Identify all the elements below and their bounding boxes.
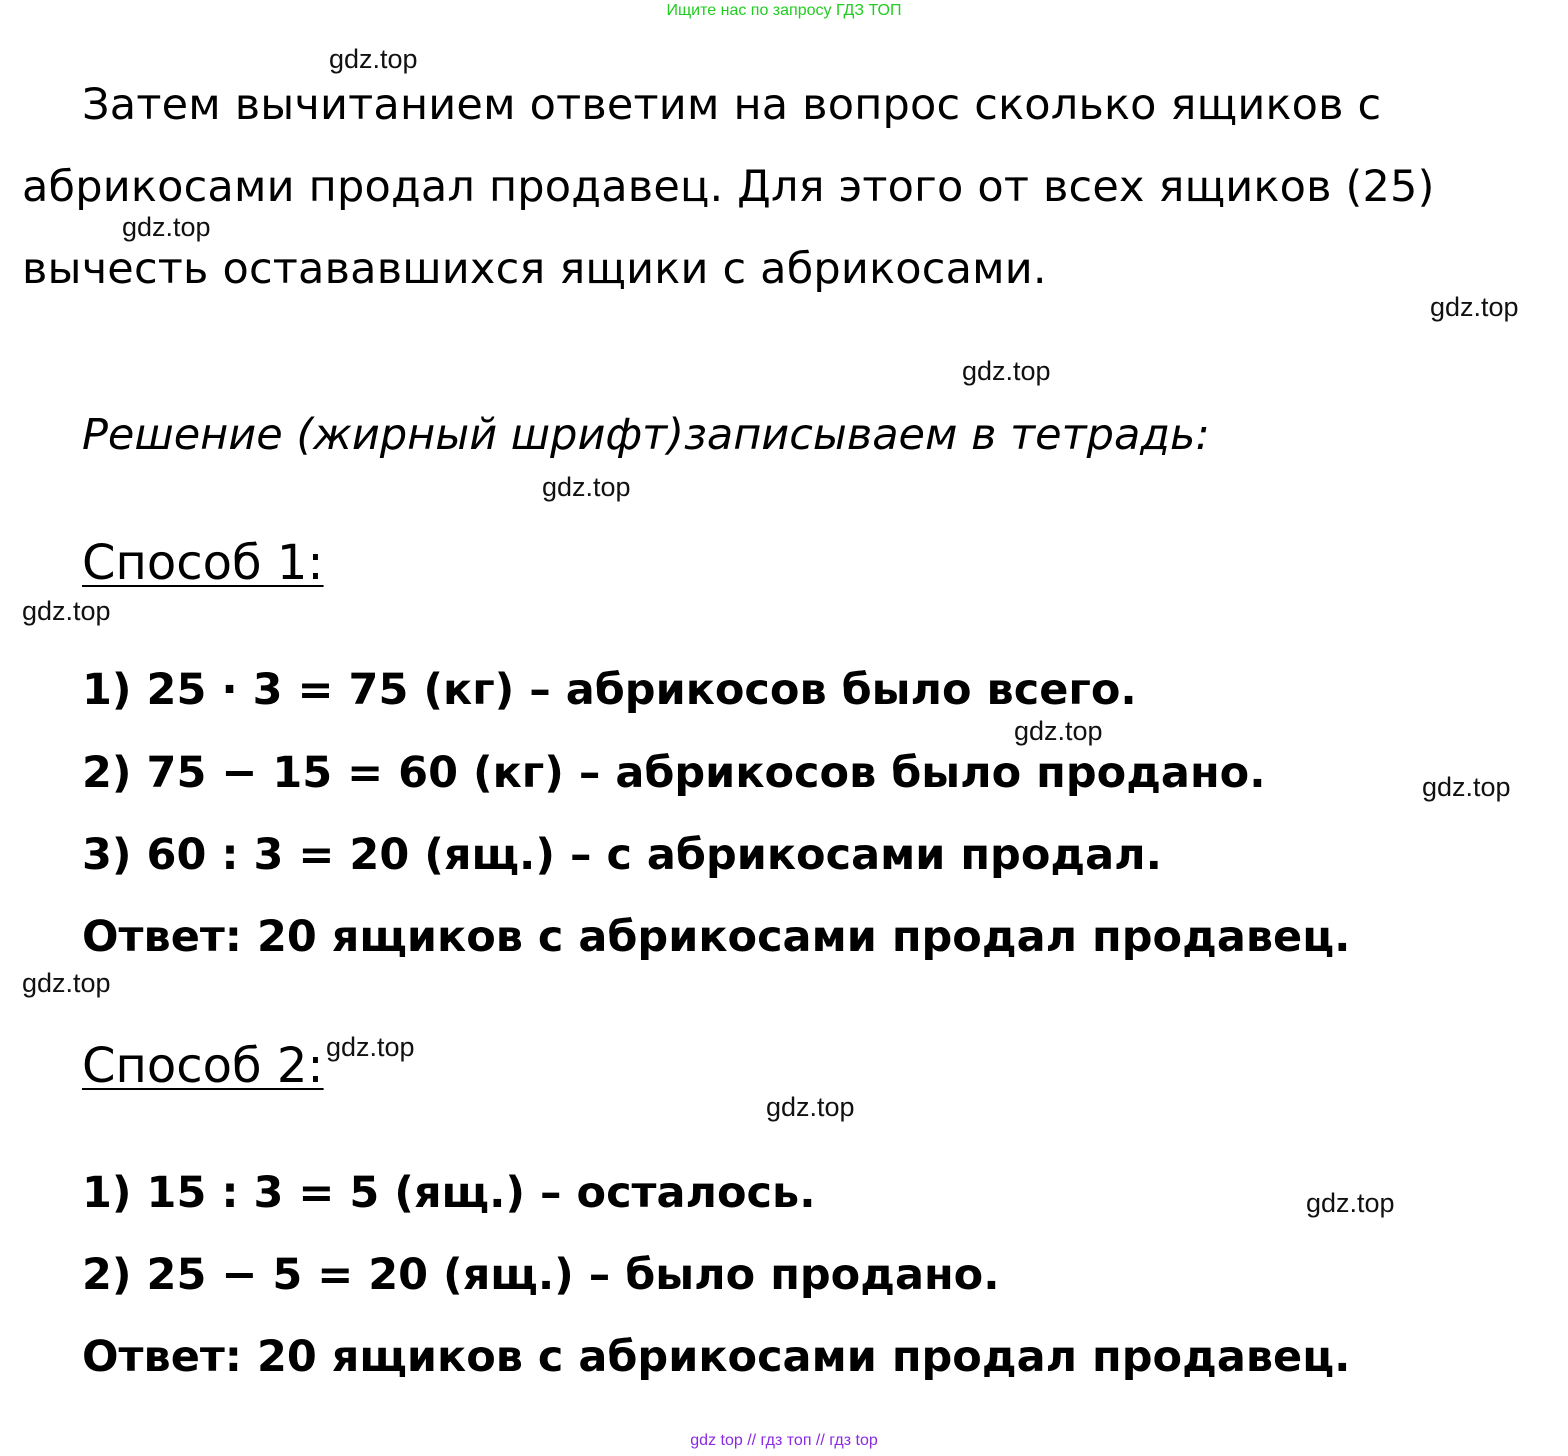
- watermark: gdz.top: [326, 1032, 415, 1062]
- method-1-step-1: 1) 25 · 3 = 75 (кг) – абрикосов было всего.: [82, 665, 1137, 715]
- watermark: gdz.top: [962, 356, 1051, 386]
- footer-text: gdz top // гдз топ // гдз top: [690, 1432, 878, 1449]
- watermark: gdz.top: [1422, 772, 1511, 802]
- watermark: gdz.top: [122, 212, 211, 242]
- method-2-answer: Ответ: 20 ящиков с абрикосами продал продавец.: [82, 1332, 1351, 1382]
- watermark: gdz.top: [329, 44, 418, 74]
- method-2-step-1: 1) 15 : 3 = 5 (ящ.) – осталось.: [82, 1168, 816, 1218]
- method-1-answer: Ответ: 20 ящиков с абрикосами продал продавец.: [82, 912, 1351, 962]
- watermark: gdz.top: [1306, 1188, 1395, 1218]
- watermark: gdz.top: [1430, 292, 1519, 322]
- watermark: gdz.top: [1014, 716, 1103, 746]
- method-1-step-3: 3) 60 : 3 = 20 (ящ.) – с абрикосами продал.: [82, 830, 1162, 880]
- top-banner-text: Ищите нас по запросу ГДЗ ТОП: [666, 2, 902, 19]
- paragraph-line-1: Затем вычитанием ответим на вопрос сколько ящиков с: [82, 80, 1382, 130]
- method-1-title: Способ 1:: [82, 535, 324, 591]
- method-2-title: Способ 2:: [82, 1038, 324, 1094]
- paragraph-line-2: абрикосами продал продавец. Для этого от всех ящиков (25): [22, 162, 1435, 212]
- paragraph-line-3: вычесть остававшихся ящики с абрикосами.: [22, 244, 1047, 294]
- watermark: gdz.top: [22, 968, 111, 998]
- watermark: gdz.top: [766, 1092, 855, 1122]
- instruction-text: Решение (жирный шрифт)записываем в тетрадь:: [82, 410, 1210, 460]
- watermark: gdz.top: [542, 472, 631, 502]
- watermark: gdz.top: [22, 596, 111, 626]
- method-1-step-2: 2) 75 − 15 = 60 (кг) – абрикосов было продано.: [82, 748, 1266, 798]
- method-2-step-2: 2) 25 − 5 = 20 (ящ.) – было продано.: [82, 1250, 1000, 1300]
